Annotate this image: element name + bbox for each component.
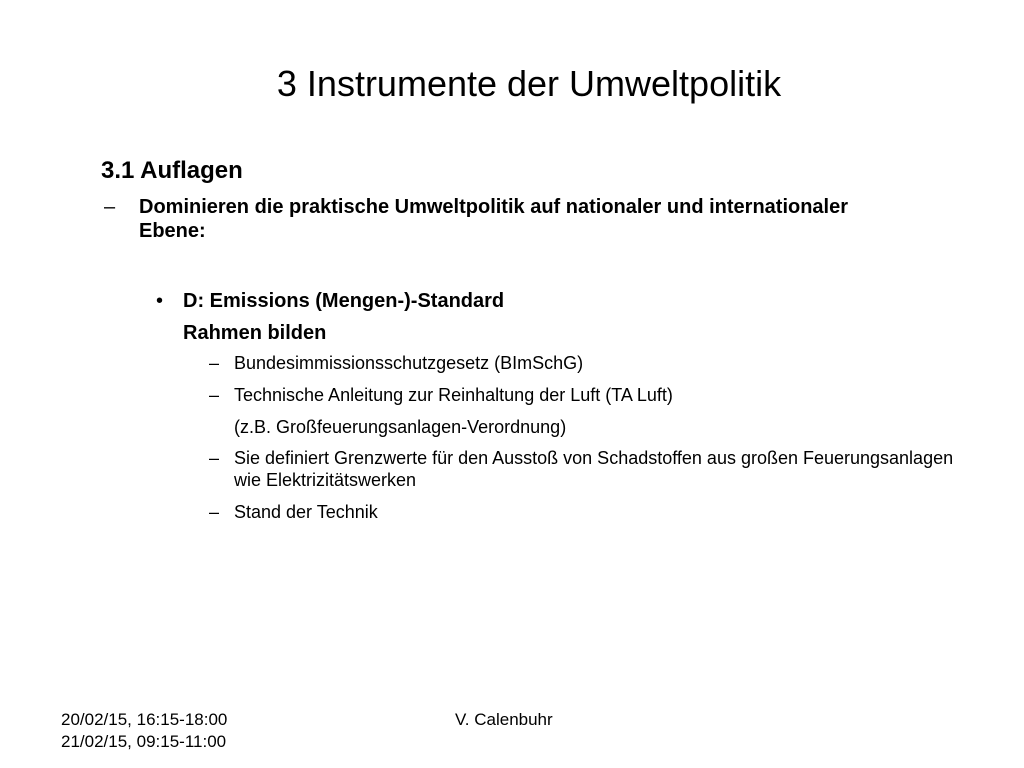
level2-bullet-line: Rahmen bilden [183,322,327,344]
level3-item: Stand der Technik [234,502,378,522]
footer-date: 21/02/15, 09:15-11:00 [61,732,227,751]
level3-item: Bundesimmissionsschutzgesetz (BImSchG) [234,353,584,373]
level2-bullet-marker: • [156,290,164,312]
level3-dash-marker: – [209,385,220,405]
level3-dash-marker: – [209,502,220,522]
level3-item-continuation: (z.B. Großfeuerungsanlagen-Verordnung) [234,417,567,437]
level3-dash-marker: – [209,448,220,468]
footer-date: 20/02/15, 16:15-18:00 [61,710,228,729]
level3-item: Technische Anleitung zur Reinhaltung der Luft (TA Luft) [234,385,673,405]
level3-dash-marker: – [209,353,220,373]
section-heading: 3.1 Auflagen [101,157,243,184]
level3-item: Sie definiert Grenzwerte für den Ausstoß von Schadstoffen aus großen Feuerungsanlagen wie Elektrizitätswerken [234,448,954,490]
slide-title: 3 Instrumente der Umweltpolitik [276,63,782,104]
level2-bullet-line: D: Emissions (Mengen-)-Standard [183,290,505,312]
level1-dash-marker: – [104,196,116,218]
footer-author: V. Calenbuhr [455,710,553,729]
level1-bullet-text: Dominieren die praktische Umweltpolitik auf nationaler und internationaler Ebene: [139,196,849,242]
